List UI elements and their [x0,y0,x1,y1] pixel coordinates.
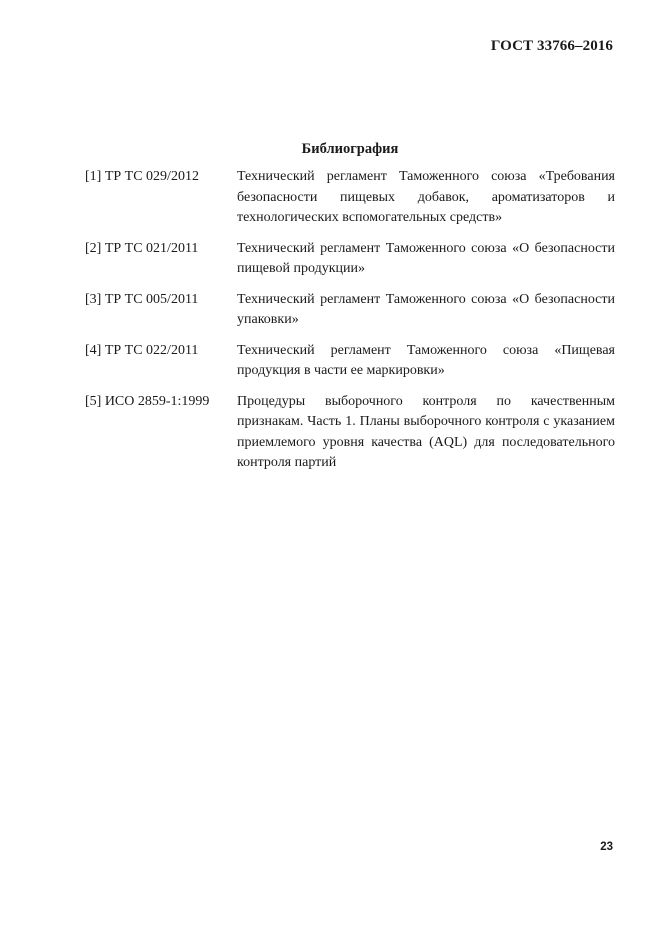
bibliography-ref: [2] ТР ТС 021/2011 [85,240,199,256]
bibliography-ref: [3] ТР ТС 005/2011 [85,291,199,307]
bibliography-text: Технический регламент Таможенного союза «Требования безопасности пищевых добавок, ароматизаторов и технологических вспомогательных средств» [237,169,615,225]
standard-code-header: ГОСТ 33766–2016 [490,38,613,54]
bibliography-entry [85,239,615,280]
bibliography-ref: [4] ТР ТС 022/2011 [85,342,199,358]
bibliography-list [85,167,615,484]
bibliography-entry [85,167,615,229]
page-number: 23 [600,841,613,853]
bibliography-entry [85,341,615,382]
bibliography-text: Технический регламент Таможенного союза «О безопасности упаковки» [237,291,615,327]
bibliography-text: Процедуры выборочного контроля по качественным признакам. Часть 1. Планы выборочного контроля с указанием приемлемого уровня качества (AQL) для последовательного контроля партий [237,393,615,470]
bibliography-title: Библиография [301,141,399,157]
bibliography-entry [85,290,615,331]
bibliography-text: Технический регламент Таможенного союза «О безопасности пищевой продукции» [237,240,615,276]
bibliography-entry [85,392,615,474]
bibliography-ref: [5] ИСО 2859-1:1999 [85,393,210,409]
bibliography-ref: [1] ТР ТС 029/2012 [85,169,199,184]
bibliography-text: Технический регламент Таможенного союза «Пищевая продукция в части ее маркировки» [237,342,615,378]
